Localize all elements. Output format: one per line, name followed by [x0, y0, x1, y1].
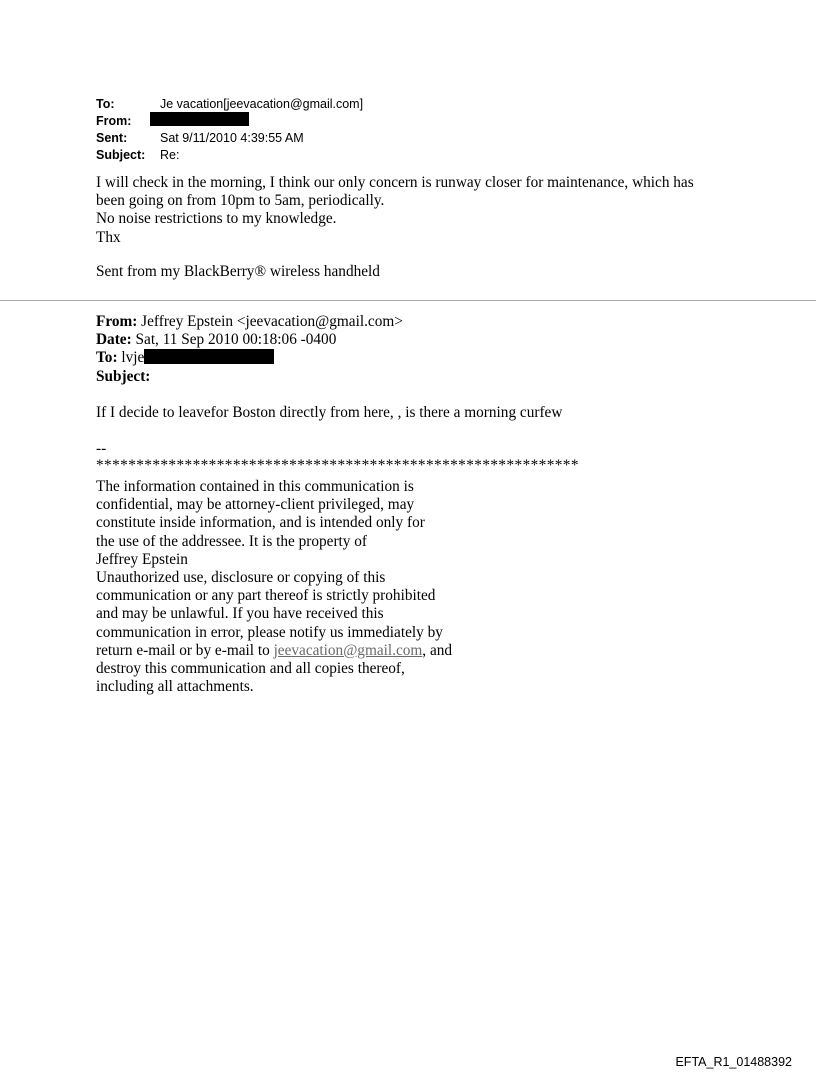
- original-date-label: Date:: [96, 331, 132, 349]
- email-header: [96, 96, 363, 164]
- document-id: EFTA_R1_01488392: [675, 1055, 792, 1069]
- disclaimer-return-line: [96, 642, 516, 660]
- header-to-label: To:: [96, 97, 115, 111]
- header-to-row: [96, 96, 363, 113]
- redaction-bar: [144, 349, 274, 364]
- disclaimer-line: Jeffrey Epstein: [96, 550, 188, 568]
- header-subject-row: [96, 147, 363, 164]
- disclaimer-line: Unauthorized use, disclosure or copying of this: [96, 568, 386, 586]
- original-to-row: [96, 349, 403, 367]
- original-from-value: Jeffrey Epstein <jeevacation@gmail.com>: [141, 313, 403, 330]
- reply-line: been going on from 10pm to 5am, periodically.: [96, 192, 385, 210]
- header-subject-value: Re:: [160, 148, 180, 162]
- header-from-label: From:: [96, 114, 132, 128]
- original-subject-row: [96, 368, 403, 386]
- disclaimer-line: the use of the addressee. It is the property of: [96, 532, 368, 550]
- header-sent-row: [96, 130, 363, 147]
- confidentiality-disclaimer: [96, 478, 516, 696]
- header-to-value: Je vacation[jeevacation@gmail.com]: [160, 97, 364, 111]
- disclaimer-line: The information contained in this communication is: [96, 478, 414, 495]
- disclaimer-line: communication in error, please notify us immediately by: [96, 623, 443, 641]
- disclaimer-line: confidential, may be attorney-client privileged, may: [96, 496, 415, 514]
- email-link[interactable]: jeevacation@gmail.com: [273, 641, 423, 659]
- header-from-row: [96, 113, 363, 130]
- disclaimer-return-prefix: return e-mail or by e-mail to: [96, 641, 274, 659]
- header-sent-label: Sent:: [96, 131, 128, 145]
- disclaimer-line: communication or any part thereof is strictly prohibited: [96, 587, 436, 605]
- reply-line: I will check in the morning, I think our only concern is runway closer for maintenance, which has: [96, 174, 694, 191]
- reply-signature: Sent from my BlackBerry® wireless handheld: [96, 263, 380, 280]
- original-date-row: [96, 331, 403, 349]
- disclaimer-line: including all attachments.: [96, 678, 254, 696]
- reply-body: [96, 174, 756, 247]
- original-header: [96, 313, 403, 386]
- original-from-row: [96, 313, 403, 331]
- message-divider: [0, 300, 816, 301]
- disclaimer-line: and may be unlawful. If you have received this: [96, 605, 384, 623]
- header-sent-value: Sat 9/11/2010 4:39:55 AM: [160, 131, 304, 145]
- original-to-label: To:: [96, 349, 118, 367]
- redaction-bar: [150, 112, 249, 126]
- disclaimer-line: destroy this communication and all copies thereof,: [96, 659, 405, 677]
- original-to-value: lvje: [121, 349, 145, 367]
- signature-separator: --: [96, 440, 107, 457]
- asterisk-divider: ************************************************************: [96, 457, 579, 474]
- disclaimer-return-suffix: , and: [422, 641, 453, 659]
- original-subject-label: Subject:: [96, 367, 151, 385]
- header-subject-label: Subject:: [96, 148, 146, 162]
- reply-line: No noise restrictions to my knowledge.: [96, 210, 337, 228]
- original-date-value: Sat, 11 Sep 2010 00:18:06 -0400: [135, 331, 337, 349]
- original-message-text: If I decide to leavefor Boston directly from here, , is there a morning curfew: [96, 404, 563, 421]
- reply-line: Thx: [96, 228, 121, 246]
- disclaimer-line: constitute inside information, and is intended only for: [96, 514, 425, 532]
- original-from-label: From:: [96, 313, 138, 330]
